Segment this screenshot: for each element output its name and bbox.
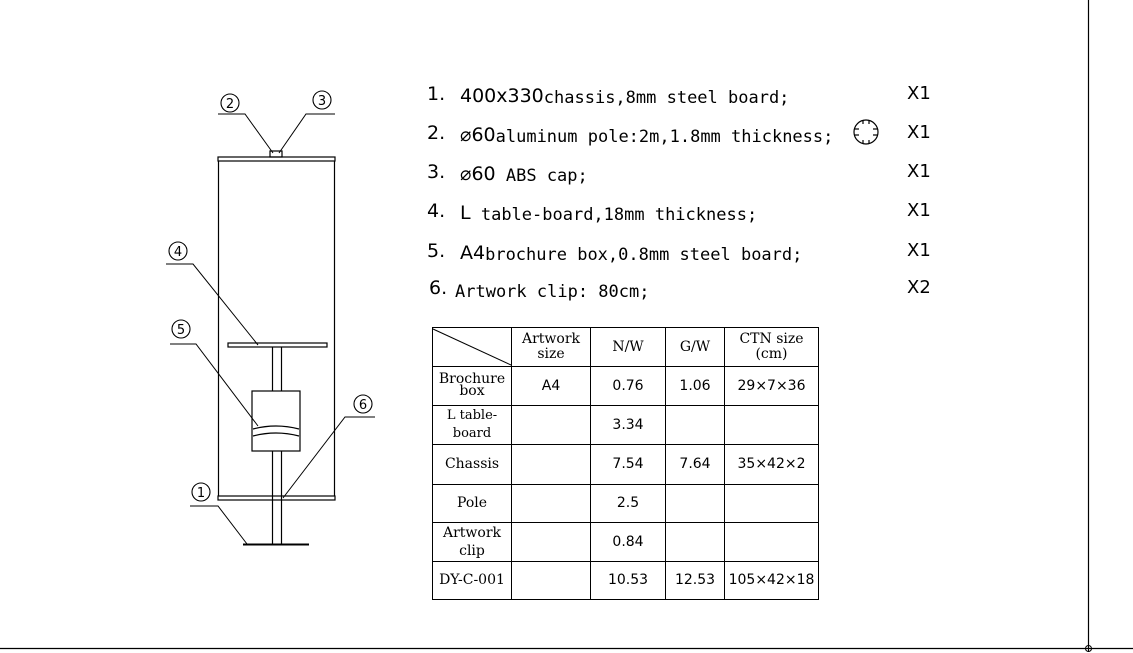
part-spec: A4	[460, 242, 486, 264]
part-quantity: X1	[907, 240, 931, 261]
row-ctn: 35×42×2	[725, 445, 819, 485]
part-number: 5.	[427, 240, 446, 262]
part-quantity: X1	[907, 83, 931, 104]
row-name: Brochure box	[433, 367, 512, 406]
part-description	[460, 86, 789, 108]
table-row	[433, 367, 819, 406]
table-row	[433, 445, 819, 485]
callout-6	[354, 395, 372, 413]
table-row	[433, 485, 819, 523]
callout-3	[313, 91, 331, 109]
part-number: 4.	[427, 200, 446, 222]
callout-6-label: 6	[358, 398, 368, 413]
part-text: chassis,8mm steel board;	[543, 88, 790, 108]
part-quantity: X1	[907, 122, 931, 143]
header-artwork-size: Artwork size	[512, 328, 591, 367]
part-spec: 400x330	[460, 85, 544, 107]
row-nw: 10.53	[591, 562, 666, 600]
row-ctn: 105×42×18	[725, 562, 819, 600]
row-gw: 7.64	[666, 445, 725, 485]
row-nw: 7.54	[591, 445, 666, 485]
row-nw: 3.34	[591, 406, 666, 445]
row-size	[512, 445, 591, 485]
row-name: L table-board	[433, 406, 512, 445]
callout-2	[221, 94, 239, 112]
callout-5	[172, 320, 190, 338]
banner-frame	[218, 157, 335, 500]
row-size	[512, 485, 591, 523]
table-row	[433, 523, 819, 562]
table-row	[433, 406, 819, 445]
part-row-3	[427, 161, 947, 189]
row-name: Chassis	[433, 445, 512, 485]
part-number: 2.	[427, 122, 446, 144]
table-row	[433, 562, 819, 600]
brochure-box	[252, 391, 300, 451]
row-gw	[666, 523, 725, 562]
part-text: Artwork clip: 80cm;	[455, 282, 650, 302]
header-ctn-size: CTN size (cm)	[725, 328, 819, 367]
callout-1-label: 1	[196, 486, 206, 501]
spec-table	[432, 327, 819, 600]
part-row-5	[427, 240, 947, 268]
row-ctn	[725, 485, 819, 523]
row-size	[512, 562, 591, 600]
part-description	[460, 164, 588, 186]
header-gw: G/W	[666, 328, 725, 367]
part-spec: ⌀60	[460, 163, 496, 185]
header-nw: N/W	[591, 328, 666, 367]
row-nw: 0.84	[591, 523, 666, 562]
part-description	[460, 125, 833, 147]
callout-4	[169, 242, 187, 260]
part-quantity: X1	[907, 161, 931, 182]
part-text: ABS cap;	[505, 166, 588, 186]
part-quantity: X1	[907, 200, 931, 221]
row-name: DY-C-001	[433, 562, 512, 600]
part-text: table-board,18mm thickness;	[480, 205, 758, 225]
part-description	[460, 243, 802, 265]
row-size	[512, 523, 591, 562]
row-ctn: 29×7×36	[725, 367, 819, 406]
row-name: Artwork clip	[433, 523, 512, 562]
pole	[273, 347, 282, 544]
table-header-row	[433, 328, 819, 367]
part-quantity: X2	[907, 277, 931, 298]
part-row-1	[427, 83, 947, 111]
part-number: 6.	[429, 277, 448, 299]
part-text: aluminum pole:2m,1.8mm thickness;	[495, 127, 834, 147]
leader-lines	[166, 114, 375, 544]
row-gw	[666, 485, 725, 523]
part-description	[460, 203, 757, 225]
frame-corner-mark	[1085, 645, 1092, 652]
row-size: A4	[512, 367, 591, 406]
part-text: brochure box,0.8mm steel board;	[485, 245, 803, 265]
row-ctn	[725, 523, 819, 562]
row-gw: 1.06	[666, 367, 725, 406]
callout-2-label: 2	[225, 97, 235, 112]
row-name: Pole	[433, 485, 512, 523]
part-description	[455, 280, 649, 302]
part-row-6	[427, 277, 947, 305]
row-ctn	[725, 406, 819, 445]
callout-3-label: 3	[317, 94, 327, 109]
part-row-2	[427, 122, 947, 150]
header-corner	[433, 328, 512, 367]
callout-5-label: 5	[176, 323, 186, 338]
part-number: 3.	[427, 161, 446, 183]
row-gw	[666, 406, 725, 445]
row-nw: 0.76	[591, 367, 666, 406]
part-number: 1.	[427, 83, 446, 105]
row-gw: 12.53	[666, 562, 725, 600]
table-board	[228, 343, 327, 347]
part-spec: ⌀60	[460, 124, 496, 146]
callout-1	[192, 483, 210, 501]
part-row-4	[427, 200, 947, 228]
callout-4-label: 4	[173, 245, 183, 260]
part-spec: L	[460, 202, 471, 224]
row-size	[512, 406, 591, 445]
row-nw: 2.5	[591, 485, 666, 523]
